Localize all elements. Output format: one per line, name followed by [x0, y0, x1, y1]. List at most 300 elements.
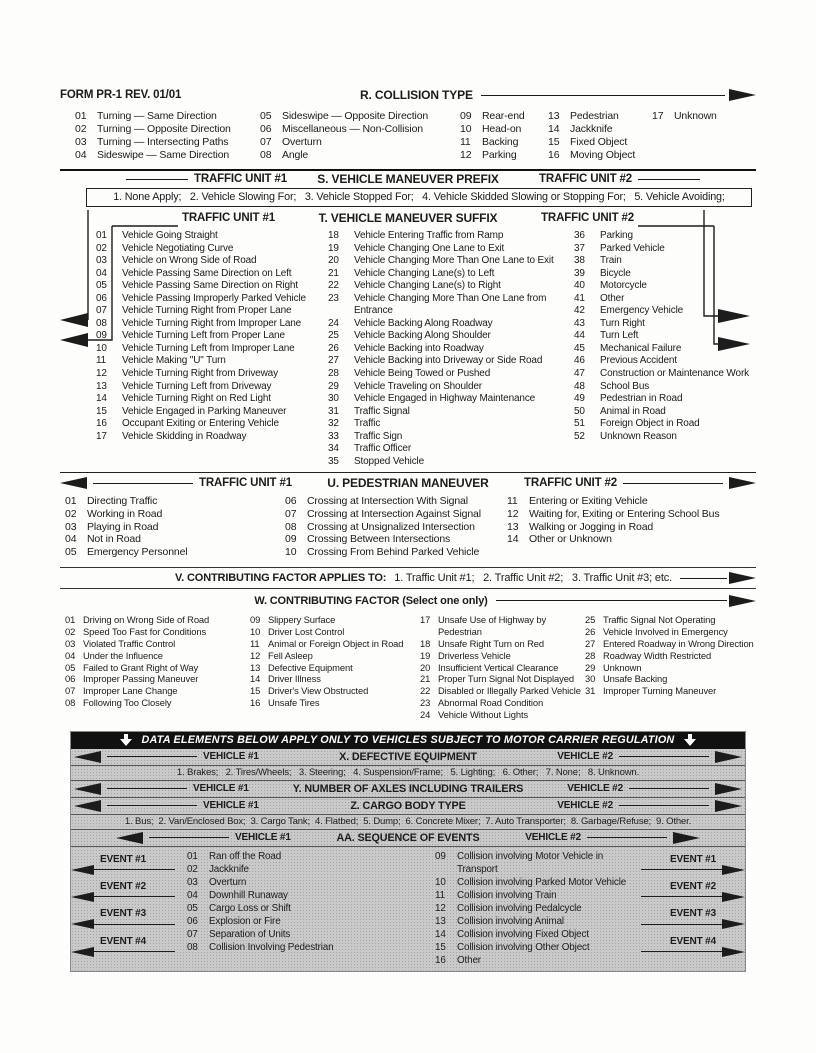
item-label: Previous Accident [600, 355, 677, 367]
item-code: 13 [435, 915, 446, 927]
item-label: Driverless Vehicle [438, 649, 511, 661]
list-item [574, 230, 756, 243]
item-label: Vehicle Turning Right on Red Light [122, 393, 271, 405]
list-item [96, 393, 328, 406]
list-item [260, 110, 460, 123]
item-code: 41 [574, 292, 585, 304]
item-label: Abnormal Road Condition [438, 696, 544, 708]
list-item [328, 418, 574, 431]
list-item [250, 697, 420, 709]
item-code: 28 [585, 649, 596, 661]
item-label: Collision involving Parked Motor Vehicle [457, 876, 627, 888]
list-item [285, 533, 507, 546]
item-code: 29 [328, 380, 339, 392]
item-label: Fell Asleep [268, 649, 313, 661]
list-item [574, 355, 756, 368]
event-cell [641, 881, 745, 902]
item-code: 20 [420, 661, 431, 673]
list-item [328, 443, 574, 456]
list-item [250, 685, 420, 697]
item-label: Improper Lane Change [83, 685, 178, 697]
right-arrow-icon [729, 595, 756, 607]
item-label: Under the Influence [83, 649, 163, 661]
item-code: 02 [65, 507, 77, 520]
list-item [574, 381, 756, 394]
item-code: 13 [96, 380, 107, 392]
list-item [435, 915, 629, 928]
item-label: Vehicle Engaged in Parking Maneuver [122, 405, 287, 417]
divider-line [496, 600, 727, 601]
list-item [328, 243, 574, 256]
list-item [96, 305, 328, 318]
item-label: Vehicle Turning Left from Proper Lane [122, 330, 285, 342]
item-code: 08 [96, 317, 107, 329]
item-code: 08 [187, 941, 198, 953]
list-item [328, 343, 574, 356]
item-label: Defective Equipment [268, 661, 353, 673]
event-label: EVENT #4 [99, 935, 147, 947]
item-code: 52 [574, 430, 585, 442]
list-item [260, 149, 460, 162]
item-code: 36 [574, 230, 585, 241]
list-item [420, 638, 585, 650]
item-label: Unknown Reason [600, 430, 677, 442]
down-arrow-icon [684, 734, 696, 746]
item-label: Mechanical Failure [600, 342, 682, 354]
item-label: Traffic [354, 418, 381, 430]
item-code: 25 [585, 614, 596, 626]
item-label: Driver's View Obstructed [268, 685, 369, 697]
list-item [187, 915, 435, 928]
list-item [285, 521, 507, 534]
section-v-options: 1. Traffic Unit #1; 2. Traffic Unit #2; 3. Traffic Unit #3; etc. [394, 572, 673, 585]
item-label: Traffic Signal Not Operating [603, 614, 716, 626]
item-code: 42 [574, 305, 585, 317]
list-item [65, 662, 250, 674]
item-code: 05 [65, 661, 76, 673]
item-code: 01 [96, 230, 107, 241]
item-code: 15 [435, 941, 446, 953]
list-item [328, 280, 574, 293]
event-label: EVENT #4 [669, 935, 717, 947]
item-label: Vehicle Engaged in Highway Maintenance [354, 393, 536, 405]
event-cell [71, 881, 175, 902]
item-label: Speed Too Fast for Conditions [83, 626, 207, 638]
item-label: Walking or Jogging in Road [529, 520, 654, 533]
item-code: 05 [65, 545, 77, 558]
event-cell [641, 908, 745, 929]
item-code: 15 [548, 136, 560, 148]
r-title-bar [60, 0, 756, 102]
list-item [574, 293, 756, 306]
item-code: 30 [585, 673, 596, 685]
section-s-header [60, 171, 756, 187]
item-code: 38 [574, 255, 585, 267]
list-item [507, 521, 756, 534]
list-item [65, 673, 250, 685]
item-code: 16 [548, 149, 560, 161]
list-item [574, 305, 756, 318]
item-code: 04 [75, 149, 87, 161]
item-code: 14 [250, 673, 261, 685]
section-aa-title: AA. SEQUENCE OF EVENTS [336, 831, 480, 844]
item-label: Failed to Grant Right of Way [83, 661, 199, 673]
traffic-unit-1-label: TRAFFIC UNIT #1 [182, 212, 275, 224]
item-label: Roadway Width Restricted [603, 649, 712, 661]
item-label: Collision involving Other Object [457, 941, 590, 953]
list-item [187, 941, 435, 954]
list-item [548, 123, 652, 136]
item-code: 12 [96, 368, 107, 380]
right-arrow-icon [729, 89, 756, 101]
section-aa-body [71, 847, 745, 971]
section-v-title: V. CONTRIBUTING FACTOR APPLIES TO: [175, 572, 387, 585]
item-code: 47 [574, 368, 585, 380]
item-label: Vehicle Making "U" Turn [122, 355, 226, 367]
u-col-2 [285, 495, 507, 558]
item-code: 01 [75, 110, 87, 122]
right-arrow-icon [722, 892, 745, 902]
item-code: 27 [585, 637, 596, 649]
item-code: 04 [96, 267, 107, 279]
list-item [260, 123, 460, 136]
item-label: Head-on [482, 123, 522, 135]
section-r-title: R. COLLISION TYPE [360, 88, 473, 102]
item-code: 02 [65, 626, 76, 638]
item-label: School Bus [600, 380, 650, 392]
list-item [574, 330, 756, 343]
item-label: Traffic Officer [354, 443, 412, 455]
item-code: 07 [187, 928, 198, 940]
item-code: 51 [574, 418, 585, 430]
list-item [585, 614, 756, 626]
vehicle-1-label: VEHICLE #1 [193, 783, 249, 795]
item-code: 03 [65, 520, 77, 533]
list-item [65, 650, 250, 662]
item-code: 09 [460, 110, 472, 122]
list-item [65, 697, 250, 709]
t-col-3 [574, 230, 756, 468]
item-code: 04 [187, 889, 198, 901]
item-code: 07 [96, 305, 107, 317]
item-label: Vehicle Turning Right from Proper Lane [122, 305, 292, 317]
u-col-3 [507, 495, 756, 558]
item-label: Moving Object [570, 149, 636, 161]
event-cell [71, 936, 175, 957]
list-item [328, 406, 574, 419]
section-s-title: S. VEHICLE MANEUVER PREFIX [317, 172, 499, 186]
item-code: 24 [328, 317, 339, 329]
list-item [96, 431, 328, 444]
divider-line [94, 869, 175, 870]
section-w-title: W. CONTRIBUTING FACTOR (Select one only) [254, 594, 488, 607]
item-code: 22 [328, 280, 339, 292]
list-item [574, 243, 756, 256]
item-code: 17 [652, 110, 664, 122]
t-col-2 [328, 230, 574, 468]
item-label: Entered Roadway in Wrong Direction [603, 637, 754, 649]
list-item [187, 876, 435, 889]
vehicle-1-label: VEHICLE #1 [235, 832, 291, 844]
list-item [585, 662, 756, 674]
item-label: Vehicle Passing Improperly Parked Vehicle [122, 292, 306, 304]
list-item [65, 626, 250, 638]
item-code: 09 [250, 614, 261, 626]
item-label: Sideswipe — Opposite Direction [282, 110, 429, 122]
item-label: Driver Lost Control [268, 626, 345, 638]
list-item [574, 343, 756, 356]
item-code: 06 [187, 915, 198, 927]
item-code: 43 [574, 317, 585, 329]
event-cell [641, 936, 745, 957]
list-item [96, 280, 328, 293]
item-code: 40 [574, 280, 585, 292]
u-col-1 [65, 495, 285, 558]
item-label: Overturn [209, 876, 247, 888]
item-code: 15 [250, 685, 261, 697]
list-item [460, 123, 548, 136]
section-y-title: Y. NUMBER OF AXLES INCLUDING TRAILERS [292, 782, 524, 795]
section-u-title: U. PEDESTRIAN MANEUVER [327, 476, 489, 491]
item-code: 34 [328, 443, 339, 455]
r-col-3 [460, 110, 548, 162]
list-item [250, 614, 420, 626]
list-item [96, 243, 328, 256]
list-item [507, 495, 756, 508]
item-label: Vehicle Turning Right from Driveway [122, 368, 278, 380]
item-code: 32 [328, 418, 339, 430]
list-item [328, 456, 574, 469]
list-item [187, 889, 435, 902]
list-item [65, 685, 250, 697]
item-label: Violated Traffic Control [83, 637, 176, 649]
item-label: Insufficient Vertical Clearance [438, 661, 559, 673]
item-label: Vehicle Backing into Roadway [354, 342, 484, 354]
list-item [328, 293, 574, 318]
item-code: 14 [96, 393, 107, 405]
item-label: Collision Involving Pedestrian [209, 941, 334, 953]
list-item [250, 662, 420, 674]
list-item [187, 863, 435, 876]
item-code: 10 [96, 342, 107, 354]
right-arrow-icon [729, 572, 756, 584]
list-item [574, 280, 756, 293]
section-z-header [71, 798, 745, 815]
event-cell [71, 854, 175, 875]
w-col-1 [65, 614, 250, 720]
section-z-title: Z. CARGO BODY TYPE [350, 799, 466, 812]
item-code: 33 [328, 430, 339, 442]
item-label: Construction or Maintenance Work [600, 368, 749, 380]
item-code: 25 [328, 330, 339, 342]
item-label: Vehicle Changing One Lane to Exit [354, 242, 505, 254]
section-u-header [60, 475, 756, 491]
event-label: EVENT #2 [669, 880, 717, 892]
divider-line [641, 924, 722, 925]
section-w-items [60, 608, 756, 720]
item-code: 03 [187, 876, 198, 888]
list-item [250, 638, 420, 650]
left-arrow-icon [71, 919, 94, 929]
item-code: 02 [187, 863, 198, 875]
item-label: Explosion or Fire [209, 915, 281, 927]
event-label: EVENT #3 [99, 908, 147, 920]
item-code: 12 [460, 149, 472, 161]
divider-line [481, 95, 725, 96]
item-label: Unsafe Backing [603, 673, 668, 685]
item-label: Unsafe Tires [268, 696, 320, 708]
item-code: 07 [285, 507, 297, 520]
item-label: Separation of Units [209, 928, 291, 940]
traffic-unit-2-label: TRAFFIC UNIT #2 [539, 173, 632, 185]
list-item [574, 368, 756, 381]
traffic-unit-1-label: TRAFFIC UNIT #1 [194, 173, 287, 185]
item-label: Parking [482, 149, 517, 161]
list-item [420, 673, 585, 685]
item-code: 16 [96, 418, 107, 430]
item-label: Vehicle Traveling on Shoulder [354, 380, 482, 392]
left-arrow-icon [71, 865, 94, 875]
item-label: Animal or Foreign Object in Road [268, 637, 404, 649]
section-t-header [60, 210, 756, 226]
list-item [585, 638, 756, 650]
item-label: Collision involving Fixed Object [457, 928, 589, 940]
list-item [96, 418, 328, 431]
item-label: Vehicle Passing Same Direction on Right [122, 280, 298, 292]
item-label: Other or Unknown [529, 533, 612, 546]
section-r-items [60, 102, 756, 162]
item-label: Improper Turning Maneuver [603, 685, 717, 697]
item-label: Vehicle Passing Same Direction on Left [122, 267, 292, 279]
section-x-options: 1. Brakes; 2. Tires/Wheels; 3. Steering; 4. Suspension/Frame; 5. Lighting; 6. Other; 7. None; 8. Unknown. [71, 766, 745, 781]
list-item [187, 928, 435, 941]
list-item [328, 268, 574, 281]
item-code: 50 [574, 405, 585, 417]
item-code: 08 [65, 696, 76, 708]
item-code: 46 [574, 355, 585, 367]
list-item [435, 889, 629, 902]
list-item [285, 508, 507, 521]
r-col-1 [75, 110, 260, 162]
item-code: 11 [250, 637, 260, 649]
list-item [460, 136, 548, 149]
item-code: 01 [65, 614, 76, 626]
list-item [75, 136, 260, 149]
item-label: Vehicle Backing into Driveway or Side Road [354, 355, 543, 367]
item-label: Turn Right [600, 317, 645, 329]
item-label: Vehicle Involved in Emergency [603, 626, 728, 638]
item-code: 26 [328, 342, 339, 354]
section-aa-header [71, 830, 745, 847]
item-label: Vehicle Backing Along Shoulder [354, 330, 491, 342]
section-u-items [60, 491, 756, 562]
list-item [250, 626, 420, 638]
list-item [65, 638, 250, 650]
section-s-options: 1. None Apply; 2. Vehicle Slowing For; 3. Vehicle Stopped For; 4. Vehicle Skidded Slowing or Stopping For; 5. Vehicle Avoiding; [86, 188, 752, 207]
traffic-unit-2-label: TRAFFIC UNIT #2 [541, 212, 634, 224]
list-item [328, 255, 574, 268]
list-item [328, 381, 574, 394]
item-label: Crossing From Behind Parked Vehicle [307, 545, 480, 558]
w-col-3 [420, 614, 585, 720]
item-label: Turning — Intersecting Paths [97, 136, 229, 148]
item-label: Angle [282, 149, 309, 161]
item-label: Traffic Signal [354, 405, 410, 417]
list-item [420, 614, 585, 638]
divider-line [641, 951, 722, 952]
list-item [435, 850, 629, 876]
item-label: Crossing at Unsignalized Intersection [307, 520, 475, 533]
item-code: 03 [65, 637, 76, 649]
r-col-5 [652, 110, 756, 162]
item-label: Sideswipe — Same Direction [97, 149, 230, 161]
vehicle-2-label: VEHICLE #2 [557, 800, 613, 812]
item-label: Vehicle Backing Along Roadway [354, 317, 493, 329]
item-label: Emergency Personnel [87, 545, 188, 558]
item-label: Directing Traffic [87, 495, 158, 508]
item-label: Working in Road [87, 507, 163, 520]
list-item [75, 149, 260, 162]
item-label: Jackknife [209, 863, 249, 875]
item-label: Rear-end [482, 110, 525, 122]
item-label: Crossing at Intersection Against Signal [307, 507, 481, 520]
list-item [420, 697, 585, 709]
item-code: 12 [507, 507, 519, 520]
item-code: 28 [328, 368, 339, 380]
traffic-unit-2-label: TRAFFIC UNIT #2 [524, 477, 617, 490]
list-item [328, 393, 574, 406]
item-code: 19 [420, 649, 431, 661]
item-label: Foreign Object in Road [600, 418, 700, 430]
item-label: Collision involving Animal [457, 915, 564, 927]
list-item [96, 255, 328, 268]
item-label: Train [600, 255, 622, 267]
item-label: Not in Road [87, 533, 141, 546]
section-w-header [60, 593, 756, 608]
list-item [65, 508, 285, 521]
item-code: 12 [435, 902, 446, 914]
divider-line [641, 896, 722, 897]
list-item [420, 650, 585, 662]
event-label: EVENT #2 [99, 880, 147, 892]
item-code: 08 [285, 520, 297, 533]
list-item [187, 850, 435, 863]
item-label: Vehicle Changing Lane(s) to Left [354, 267, 495, 279]
r-col-2 [260, 110, 460, 162]
list-item [250, 673, 420, 685]
right-arrow-icon [722, 947, 745, 957]
w-col-2 [250, 614, 420, 720]
item-label: Stopped Vehicle [354, 455, 425, 467]
list-item [548, 110, 652, 123]
item-code: 30 [328, 393, 339, 405]
item-code: 48 [574, 380, 585, 392]
list-item [96, 293, 328, 306]
item-label: Occupant Exiting or Entering Vehicle [122, 418, 279, 430]
item-code: 23 [328, 292, 339, 304]
item-label: Following Too Closely [83, 696, 172, 708]
item-code: 07 [65, 685, 76, 697]
item-code: 29 [585, 661, 596, 673]
list-item [574, 318, 756, 331]
item-code: 14 [507, 533, 519, 546]
w-col-4 [585, 614, 756, 720]
divider-line [94, 896, 175, 897]
item-label: Collision involving Motor Vehicle in Transport [457, 850, 604, 875]
list-item [548, 136, 652, 149]
list-item [328, 368, 574, 381]
item-code: 10 [285, 545, 297, 558]
